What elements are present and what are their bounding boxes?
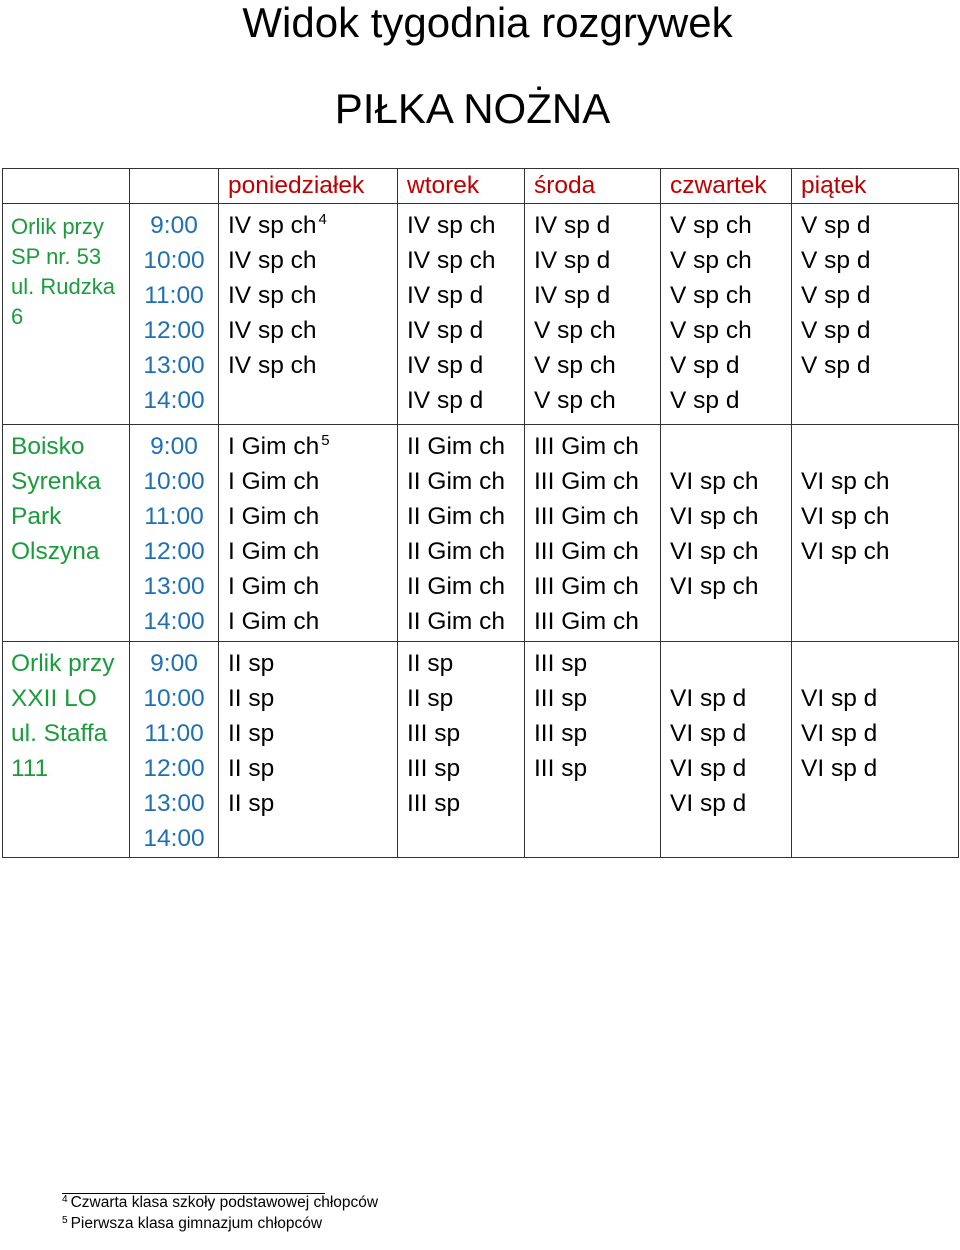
slot-entry (801, 821, 958, 856)
slot-entry: IV sp ch (228, 247, 317, 274)
time-slot: 10:00 (143, 685, 205, 712)
time-slot: 14:00 (143, 387, 205, 414)
slot-entry: I Gim ch (228, 468, 320, 495)
slot-entry (670, 646, 791, 681)
slot-entry: II Gim ch (407, 573, 506, 600)
venue-name: Orlik przy XXII LO ul. Staffa 111 (3, 642, 130, 858)
footnote-ref: 5 (321, 432, 330, 449)
day-cell-monday (219, 642, 398, 858)
time-slot: 13:00 (143, 790, 205, 817)
slot-entry: II Gim ch (407, 608, 506, 635)
footnote-text: Pierwsza klasa gimnazjum chłopców (70, 1215, 323, 1232)
page-title: Widok tygodnia rozgrywek (242, 0, 733, 46)
slot-entry: V sp ch (670, 247, 752, 274)
footnotes (62, 1192, 378, 1234)
slot-entry: VI sp d (670, 790, 747, 817)
time-slot: 11:00 (144, 720, 204, 747)
slot-entry: V sp d (670, 352, 740, 379)
time-slot: 12:00 (143, 317, 205, 344)
slot-entry: IV sp ch (228, 352, 317, 379)
slot-entry: V sp d (670, 387, 740, 414)
slot-entry: II Gim ch (407, 503, 506, 530)
time-slot: 14:00 (143, 825, 205, 852)
slot-entry: I Gim ch (228, 573, 320, 600)
slot-entry: II Gim ch (407, 433, 506, 460)
time-slot: 12:00 (143, 755, 205, 782)
slot-entry (670, 821, 791, 856)
slot-entry: V sp ch (534, 387, 616, 414)
slot-entry: IV sp d (407, 387, 484, 414)
slot-entry: II sp (228, 755, 275, 782)
slot-entry (228, 208, 397, 243)
slot-entry: V sp ch (534, 317, 616, 344)
slot-entry: VI sp ch (670, 503, 759, 530)
slot-entry (228, 429, 397, 464)
slot-entry: I Gim ch (228, 503, 320, 530)
slot-entry: I Gim ch (228, 538, 320, 565)
slot-entry: III sp (534, 720, 588, 747)
day-cell-friday (792, 204, 959, 425)
slot-entry (534, 786, 660, 821)
time-slot: 9:00 (150, 433, 198, 460)
venue-row (3, 425, 959, 642)
venue-name: Orlik przy SP nr. 53 ul. Rudzka 6 (3, 204, 130, 425)
day-cell-tuesday (398, 425, 525, 642)
slot-entry: VI sp d (801, 755, 878, 782)
header-day-friday: piątek (792, 169, 959, 204)
slot-entry: VI sp d (670, 755, 747, 782)
slot-entry: IV sp d (407, 352, 484, 379)
header-row (3, 169, 959, 204)
slot-entry (801, 429, 958, 464)
day-cell-tuesday (398, 204, 525, 425)
day-cell-wednesday (525, 425, 661, 642)
time-slot: 9:00 (150, 650, 198, 677)
header-blank-venue (3, 169, 130, 204)
time-slot: 13:00 (143, 352, 205, 379)
footnote-mark: 5 (62, 1215, 68, 1226)
slot-entry: IV sp ch (228, 282, 317, 309)
slot-entry (407, 821, 524, 856)
slot-entry: III Gim ch (534, 468, 639, 495)
day-cell-thursday (661, 642, 792, 858)
venue-row (3, 204, 959, 425)
slot-entry: II Gim ch (407, 538, 506, 565)
slot-entry: IV sp d (534, 212, 611, 239)
footnote-ref: 4 (318, 211, 327, 228)
time-slot: 11:00 (144, 503, 204, 530)
slot-entry: V sp d (801, 317, 871, 344)
slot-entry (670, 429, 791, 464)
day-cell-tuesday (398, 642, 525, 858)
slot-entry: VI sp ch (670, 538, 759, 565)
slot-entry: V sp ch (670, 212, 752, 239)
slot-entry: III sp (534, 685, 588, 712)
time-list (130, 204, 219, 425)
day-cell-monday (219, 425, 398, 642)
slot-entry: III Gim ch (534, 573, 639, 600)
slot-entry: IV sp ch (407, 247, 496, 274)
slot-text: I Gim ch (228, 433, 320, 460)
slot-entry: V sp d (801, 282, 871, 309)
time-slot: 10:00 (143, 468, 205, 495)
slot-entry (801, 646, 958, 681)
slot-entry: III sp (407, 755, 461, 782)
slot-entry: VI sp ch (801, 538, 890, 565)
slot-entry: VI sp d (670, 720, 747, 747)
slot-entry: II sp (228, 685, 275, 712)
time-list (130, 642, 219, 858)
day-cell-thursday (661, 425, 792, 642)
header-day-wednesday: środa (525, 169, 661, 204)
slot-entry: II Gim ch (407, 468, 506, 495)
footnote-mark: 4 (62, 1194, 68, 1205)
slot-entry: V sp ch (534, 352, 616, 379)
day-cell-friday (792, 642, 959, 858)
venue-row (3, 642, 959, 858)
slot-text: IV sp ch (228, 212, 317, 239)
day-cell-friday (792, 425, 959, 642)
time-slot: 14:00 (143, 608, 205, 635)
slot-entry (801, 383, 958, 418)
slot-entry: III Gim ch (534, 503, 639, 530)
slot-entry: II sp (228, 650, 275, 677)
time-slot: 9:00 (150, 212, 198, 239)
slot-entry (801, 604, 958, 639)
slot-entry: V sp ch (670, 317, 752, 344)
slot-entry (228, 383, 397, 418)
slot-entry: II sp (228, 720, 275, 747)
slot-entry: II sp (407, 650, 454, 677)
slot-entry: III sp (407, 720, 461, 747)
slot-entry: VI sp ch (801, 503, 890, 530)
slot-entry: IV sp d (534, 247, 611, 274)
slot-entry: V sp d (801, 352, 871, 379)
slot-entry (670, 604, 791, 639)
slot-entry: VI sp ch (801, 468, 890, 495)
footnote (62, 1213, 378, 1234)
slot-entry: I Gim ch (228, 608, 320, 635)
slot-entry: V sp ch (670, 282, 752, 309)
slot-entry: VI sp d (670, 685, 747, 712)
slot-entry: II sp (228, 790, 275, 817)
slot-entry: V sp d (801, 247, 871, 274)
slot-entry (534, 821, 660, 856)
time-slot: 13:00 (143, 573, 205, 600)
slot-entry: IV sp d (407, 282, 484, 309)
header-day-tuesday: wtorek (398, 169, 525, 204)
slot-entry: VI sp d (801, 685, 878, 712)
slot-entry: II sp (407, 685, 454, 712)
day-cell-wednesday (525, 204, 661, 425)
footnote-text: Czwarta klasa szkoły podstawowej chłopców (70, 1194, 379, 1211)
time-slot: 12:00 (143, 538, 205, 565)
slot-entry: III sp (534, 650, 588, 677)
slot-entry (801, 569, 958, 604)
slot-entry: V sp d (801, 212, 871, 239)
slot-entry: III sp (407, 790, 461, 817)
header-day-monday: poniedziałek (219, 169, 398, 204)
time-slot: 10:00 (143, 247, 205, 274)
slot-entry: IV sp ch (407, 212, 496, 239)
footnote (62, 1192, 378, 1213)
header-day-thursday: czwartek (661, 169, 792, 204)
day-cell-thursday (661, 204, 792, 425)
slot-entry (801, 786, 958, 821)
slot-entry: VI sp ch (670, 573, 759, 600)
slot-entry: III Gim ch (534, 433, 639, 460)
time-slot: 11:00 (144, 282, 204, 309)
day-cell-monday (219, 204, 398, 425)
slot-entry: IV sp ch (228, 317, 317, 344)
slot-entry: VI sp d (801, 720, 878, 747)
day-cell-wednesday (525, 642, 661, 858)
time-list (130, 425, 219, 642)
slot-entry (228, 821, 397, 856)
page-subtitle: PIŁKA NOŻNA (334, 85, 611, 132)
header-blank-time (130, 169, 219, 204)
slot-entry: III Gim ch (534, 538, 639, 565)
slot-entry: III Gim ch (534, 608, 639, 635)
slot-entry: VI sp ch (670, 468, 759, 495)
slot-entry: IV sp d (534, 282, 611, 309)
venue-name: Boisko Syrenka Park Olszyna (3, 425, 130, 642)
schedule-table (2, 168, 959, 858)
slot-entry: IV sp d (407, 317, 484, 344)
slot-entry: III sp (534, 755, 588, 782)
